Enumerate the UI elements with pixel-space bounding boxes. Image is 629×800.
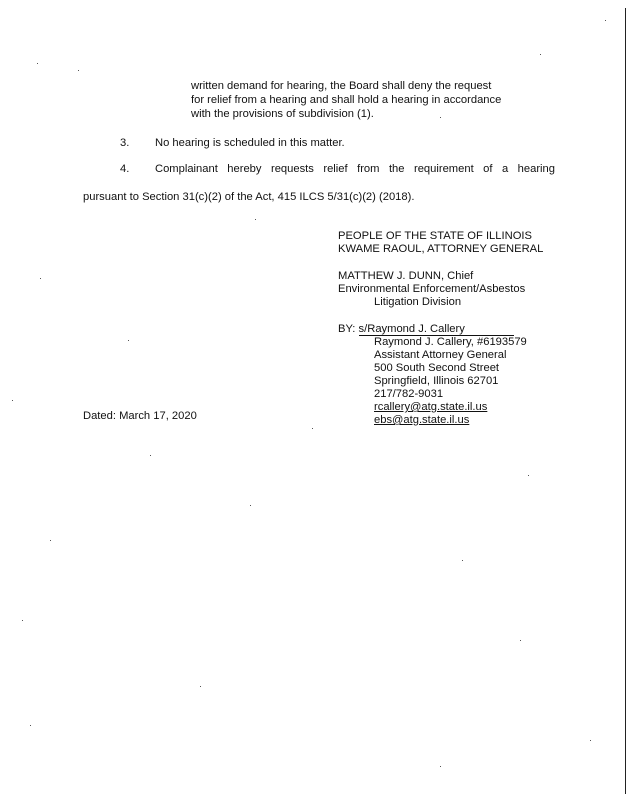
paragraph-number: 3. <box>120 137 130 149</box>
scan-speck <box>540 54 541 55</box>
scan-speck <box>30 725 31 726</box>
scan-speck <box>78 70 79 71</box>
scan-speck <box>150 455 151 456</box>
scan-speck <box>250 505 251 506</box>
chief-line: MATTHEW J. DUNN, Chief <box>338 270 474 282</box>
scan-speck <box>200 686 201 687</box>
signature <box>359 324 514 336</box>
email-link[interactable]: rcallery@atg.state.il.us <box>374 401 488 413</box>
scan-speck <box>605 20 606 21</box>
scan-speck <box>312 428 313 429</box>
scan-speck <box>528 475 529 476</box>
by-label: BY: <box>338 323 356 335</box>
scan-speck <box>590 740 591 741</box>
signature-block <box>338 230 543 427</box>
scan-speck <box>255 219 256 220</box>
dated-line: Dated: March 17, 2020 <box>83 410 197 422</box>
address-line: 500 South Second Street <box>374 362 500 374</box>
paragraph-text-continued: pursuant to Section 31(c)(2) of the Act, 415 ILCS 5/31(c)(2) (2018). <box>83 191 415 203</box>
paragraph-text: Complainant hereby requests relief from the requirement of a hearing <box>155 163 555 175</box>
scan-speck <box>440 766 441 767</box>
quote-line: for relief from a hearing and shall hold a hearing in accordance <box>191 94 502 106</box>
chief-line: Litigation Division <box>374 296 462 308</box>
quote-line: written demand for hearing, the Board shall deny the request <box>191 80 492 92</box>
attorney-title: Assistant Attorney General <box>374 349 507 361</box>
scan-speck <box>440 117 441 118</box>
quote-line: with the provisions of subdivision (1). <box>191 108 374 120</box>
signature-text: s/Raymond J. Callery <box>358 323 465 335</box>
chief-line: Environmental Enforcement/Asbestos <box>338 283 526 295</box>
party-line: KWAME RAOUL, ATTORNEY GENERAL <box>338 243 544 255</box>
party-line: PEOPLE OF THE STATE OF ILLINOIS <box>338 230 532 242</box>
scan-speck <box>520 640 521 641</box>
scan-speck <box>40 278 41 279</box>
paragraph-number: 4. <box>120 163 130 175</box>
scan-speck <box>37 63 38 64</box>
email-link[interactable]: ebs@atg.state.il.us <box>374 414 470 426</box>
paragraph-text: No hearing is scheduled in this matter. <box>155 137 345 149</box>
scan-speck <box>12 400 13 401</box>
address-line: Springfield, Illinois 62701 <box>374 375 499 387</box>
scan-speck <box>22 620 23 621</box>
scan-speck <box>462 560 463 561</box>
attorney-name: Raymond J. Callery, #6193579 <box>374 336 527 348</box>
signature-line <box>338 323 543 336</box>
scan-speck <box>50 540 51 541</box>
phone: 217/782-9031 <box>374 388 444 400</box>
scan-edge-line <box>625 8 626 794</box>
scan-speck <box>128 340 129 341</box>
